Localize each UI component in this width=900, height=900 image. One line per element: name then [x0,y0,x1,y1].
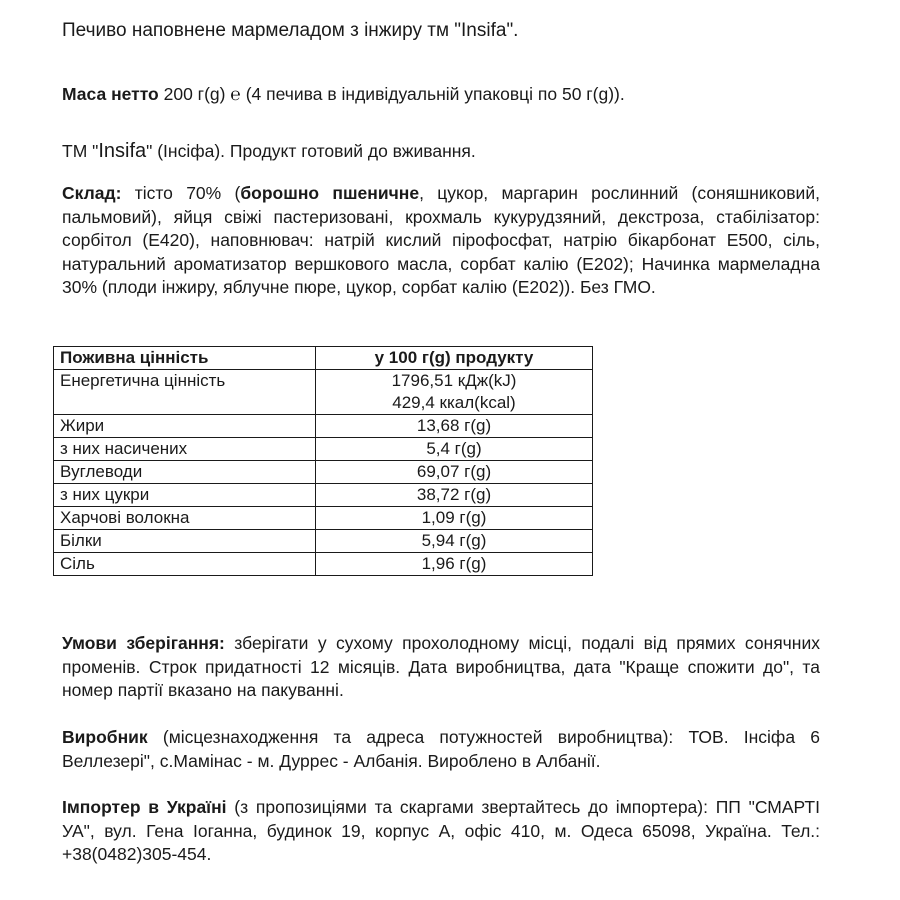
nutrition-row [54,484,593,507]
nutrient-label: Сіль [54,553,316,576]
nutrient-value: 1,96 г(g) [316,553,593,576]
nutrient-value: 5,4 г(g) [316,438,593,461]
trademark-suffix: " (Інсіфа). Продукт готовий до вживання. [146,141,476,161]
nutrition-row-energy [54,370,593,415]
storage-paragraph [62,632,820,703]
nutrient-value: 5,94 г(g) [316,530,593,553]
trademark-line [62,140,476,163]
storage-text: зберігати у сухому прохолодному місці, подалі від прямих сонячних променів. Строк придатності 12 місяців. Дата виробництва, дата "Краще спожити до", та номер партії вказано на пакуванні. [62,633,820,700]
nutrition-row [54,438,593,461]
composition-text-1: тісто 70% ( [134,183,241,203]
producer-text: (місцезнаходження та адреса потужностей виробництва): ТОВ. Інсіфа 6 Веллезері", с.Мамінас - м. Дуррес - Албанія. Вироблено в Албанії. [62,727,820,771]
energy-values [316,370,593,415]
nutrition-header-label: Поживна цінність [54,347,316,370]
nutrition-row [54,553,593,576]
trademark-brand: Insifa [98,140,147,162]
composition-label: Склад: [62,183,122,203]
nutrition-row [54,415,593,438]
producer-label: Виробник [62,727,148,747]
trademark-prefix: ТМ " [62,141,99,161]
nutrient-label: з них цукри [54,484,316,507]
composition-paragraph [62,182,820,300]
nutrient-label: Харчові волокна [54,507,316,530]
nutrient-value: 1,09 г(g) [316,507,593,530]
energy-kj: 1796,51 кДж(kJ) [391,371,517,390]
energy-kcal: 429,4 ккал(kcal) [392,393,516,412]
nutrition-header-row [54,347,593,370]
nutrition-row [54,461,593,484]
nutrient-value: 69,07 г(g) [316,461,593,484]
nutrient-label: з них насичених [54,438,316,461]
nutrient-value: 38,72 г(g) [316,484,593,507]
nutrient-value: 13,68 г(g) [316,415,593,438]
nutrition-row [54,530,593,553]
estimated-sign-icon: ℮ [230,84,241,104]
nutrition-table [53,346,593,576]
net-mass-detail: (4 печива в індивідуальній упаковці по 50 г(g)). [245,84,625,104]
nutrient-label: Білки [54,530,316,553]
nutrition-header-per100: у 100 г(g) продукту [316,347,593,370]
net-mass-value: 200 г(g) [163,84,226,104]
composition-allergen: борошно пшеничне [240,183,420,203]
net-mass-label: Маса нетто [62,84,159,104]
importer-paragraph [62,796,820,867]
nutrient-label: Вуглеводи [54,461,316,484]
importer-label: Імпортер в Україні [62,797,227,817]
storage-label: Умови зберігання: [62,633,225,653]
nutrient-label: Жири [54,415,316,438]
nutrition-row [54,507,593,530]
net-mass-line [62,84,625,105]
energy-label: Енергетична цінність [54,370,316,415]
composition-text-2: , цукор, маргарин рослинний (соняшниковий, пальмовий), яйця свіжі пастеризовані, крохмаль кукурудзяний, декстроза, стабілізатор: сорбітол (Е420), наповнювач: натрій кислий пірофосфат, натрію бікарбонат Е500, сіль, натуральний ароматизатор вершкового масла, сорбат калію (Е202); Начинка мармеладна 30% (плоди інжиру, яблучне пюре, цукор, сорбат калію (Е202)). Без ГМО. [62,183,820,297]
product-title: Печиво наповнене мармеладом з інжиру тм "Insifa". [62,20,519,41]
producer-paragraph [62,726,820,773]
importer-text: (з пропозиціями та скаргами звертайтесь до імпортера): ПП "СМАРТІ УА", вул. Гена Іоганна, будинок 19, корпус А, офіс 410, м. Одеса 65098, Україна. Тел.: +38(0482)305-454. [62,797,820,864]
